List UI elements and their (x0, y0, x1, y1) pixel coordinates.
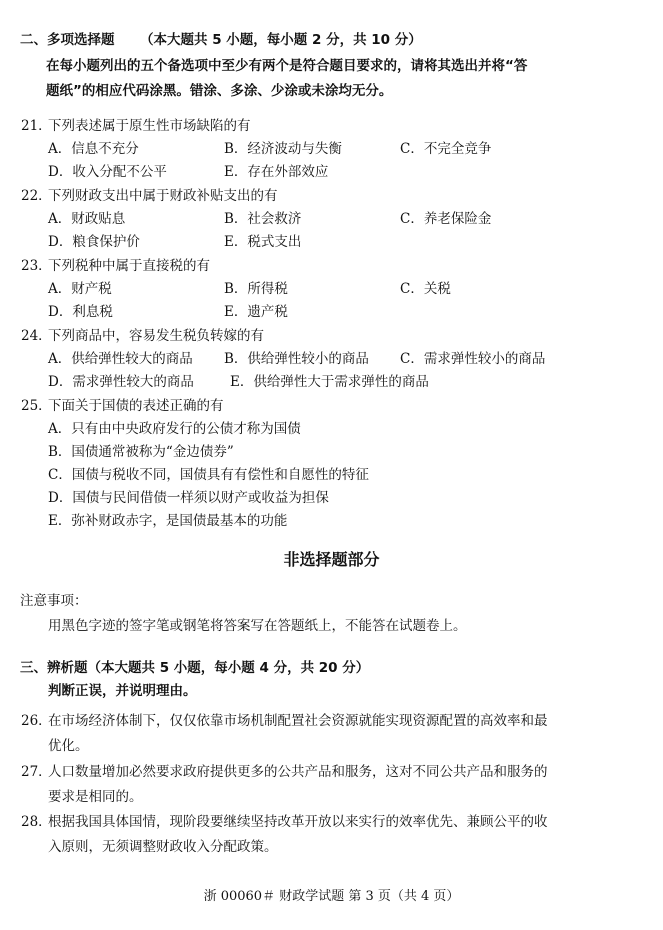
question-number: 28． (21, 814, 52, 830)
option-e: E．弥补财政赤字，是国债最基本的功能 (48, 513, 288, 529)
option-d: D．收入分配不公平 (48, 164, 167, 180)
option-d: D．粮食保护价 (48, 234, 140, 250)
option-c: C．国债与税收不同，国债具有有偿性和自愿性的特征 (48, 467, 369, 483)
option-a: A．供给弹性较大的商品 (48, 351, 193, 367)
question-number: 22． (21, 188, 52, 204)
question-number: 24． (21, 328, 52, 344)
question-stem: 下列税种中属于直接税的有 (48, 258, 210, 274)
option-c: C．养老保险金 (400, 211, 492, 227)
question-stem: 下面关于国债的表述正确的有 (48, 398, 224, 414)
section2-heading: 二、多项选择题 (20, 32, 115, 48)
option-b: B．供给弹性较小的商品 (224, 351, 369, 367)
question-number: 26． (21, 713, 52, 729)
question-line2: 优化。 (48, 738, 89, 754)
option-a: A．财政贴息 (48, 211, 126, 227)
option-b: B．社会救济 (224, 211, 302, 227)
non-choice-title: 非选择题部分 (283, 550, 380, 569)
question-stem: 下列商品中，容易发生税负转嫁的有 (48, 328, 264, 344)
question-line1: 根据我国具体国情，现阶段要继续坚持改革开放以来实行的效率优先、兼顾公平的收 (48, 814, 548, 830)
question-number: 23． (21, 258, 52, 274)
question-line1: 在市场经济体制下，仅仅依靠市场机制配置社会资源就能实现资源配置的高效率和最 (48, 713, 548, 729)
question-number: 25． (21, 398, 52, 414)
question-number: 27． (21, 764, 52, 780)
page-footer: 浙 00060＃ 财政学试题 第 3 页（共 4 页） (203, 889, 460, 904)
section3-heading: 三、辨析题（本大题共 5 小题，每小题 4 分，共 20 分） (20, 660, 370, 676)
question-stem: 下列财政支出中属于财政补贴支出的有 (48, 188, 278, 204)
question-number: 21． (21, 118, 52, 134)
option-e: E．存在外部效应 (224, 164, 329, 180)
option-b: B．所得税 (224, 281, 288, 297)
option-e: E．税式支出 (224, 234, 302, 250)
option-e: E．遗产税 (224, 304, 288, 320)
option-b: B．经济波动与失衡 (224, 141, 342, 157)
option-a: A．信息不充分 (48, 141, 139, 157)
option-d: D．利息税 (48, 304, 113, 320)
option-d: D．需求弹性较大的商品 (48, 374, 194, 390)
option-c: C．不完全竞争 (400, 141, 492, 157)
question-stem: 下列表述属于原生性市场缺陷的有 (48, 118, 251, 134)
option-a: A．只有由中央政府发行的公债才称为国债 (48, 421, 301, 437)
section2-instruction-line2: 题纸”的相应代码涂黑。错涂、多涂、少涂或未涂均无分。 (46, 83, 393, 99)
notice-label: 注意事项： (20, 593, 88, 609)
option-c: C．关税 (400, 281, 451, 297)
notice-text: 用黑色字迹的签字笔或钢笔将答案写在答题纸上，不能答在试题卷上。 (48, 618, 467, 634)
question-line2: 入原则，无须调整财政收入分配政策。 (48, 839, 278, 855)
section3-sub: 判断正误，并说明理由。 (48, 683, 197, 699)
question-line2: 要求是相同的。 (48, 789, 143, 805)
option-a: A．财产税 (48, 281, 112, 297)
option-e: E．供给弹性大于需求弹性的商品 (230, 374, 429, 390)
section2-instruction-line1: 在每小题列出的五个备选项中至少有两个是符合题目要求的，请将其选出并将“答 (46, 58, 528, 74)
option-c: C．需求弹性较小的商品 (400, 351, 546, 367)
question-line1: 人口数量增加必然要求政府提供更多的公共产品和服务，这对不同公共产品和服务的 (48, 764, 548, 780)
option-b: B．国债通常被称为“金边债券” (48, 444, 234, 460)
section2-note: （本大题共 5 小题，每小题 2 分，共 10 分） (140, 32, 422, 48)
option-d: D．国债与民间借债一样须以财产或收益为担保 (48, 490, 329, 506)
